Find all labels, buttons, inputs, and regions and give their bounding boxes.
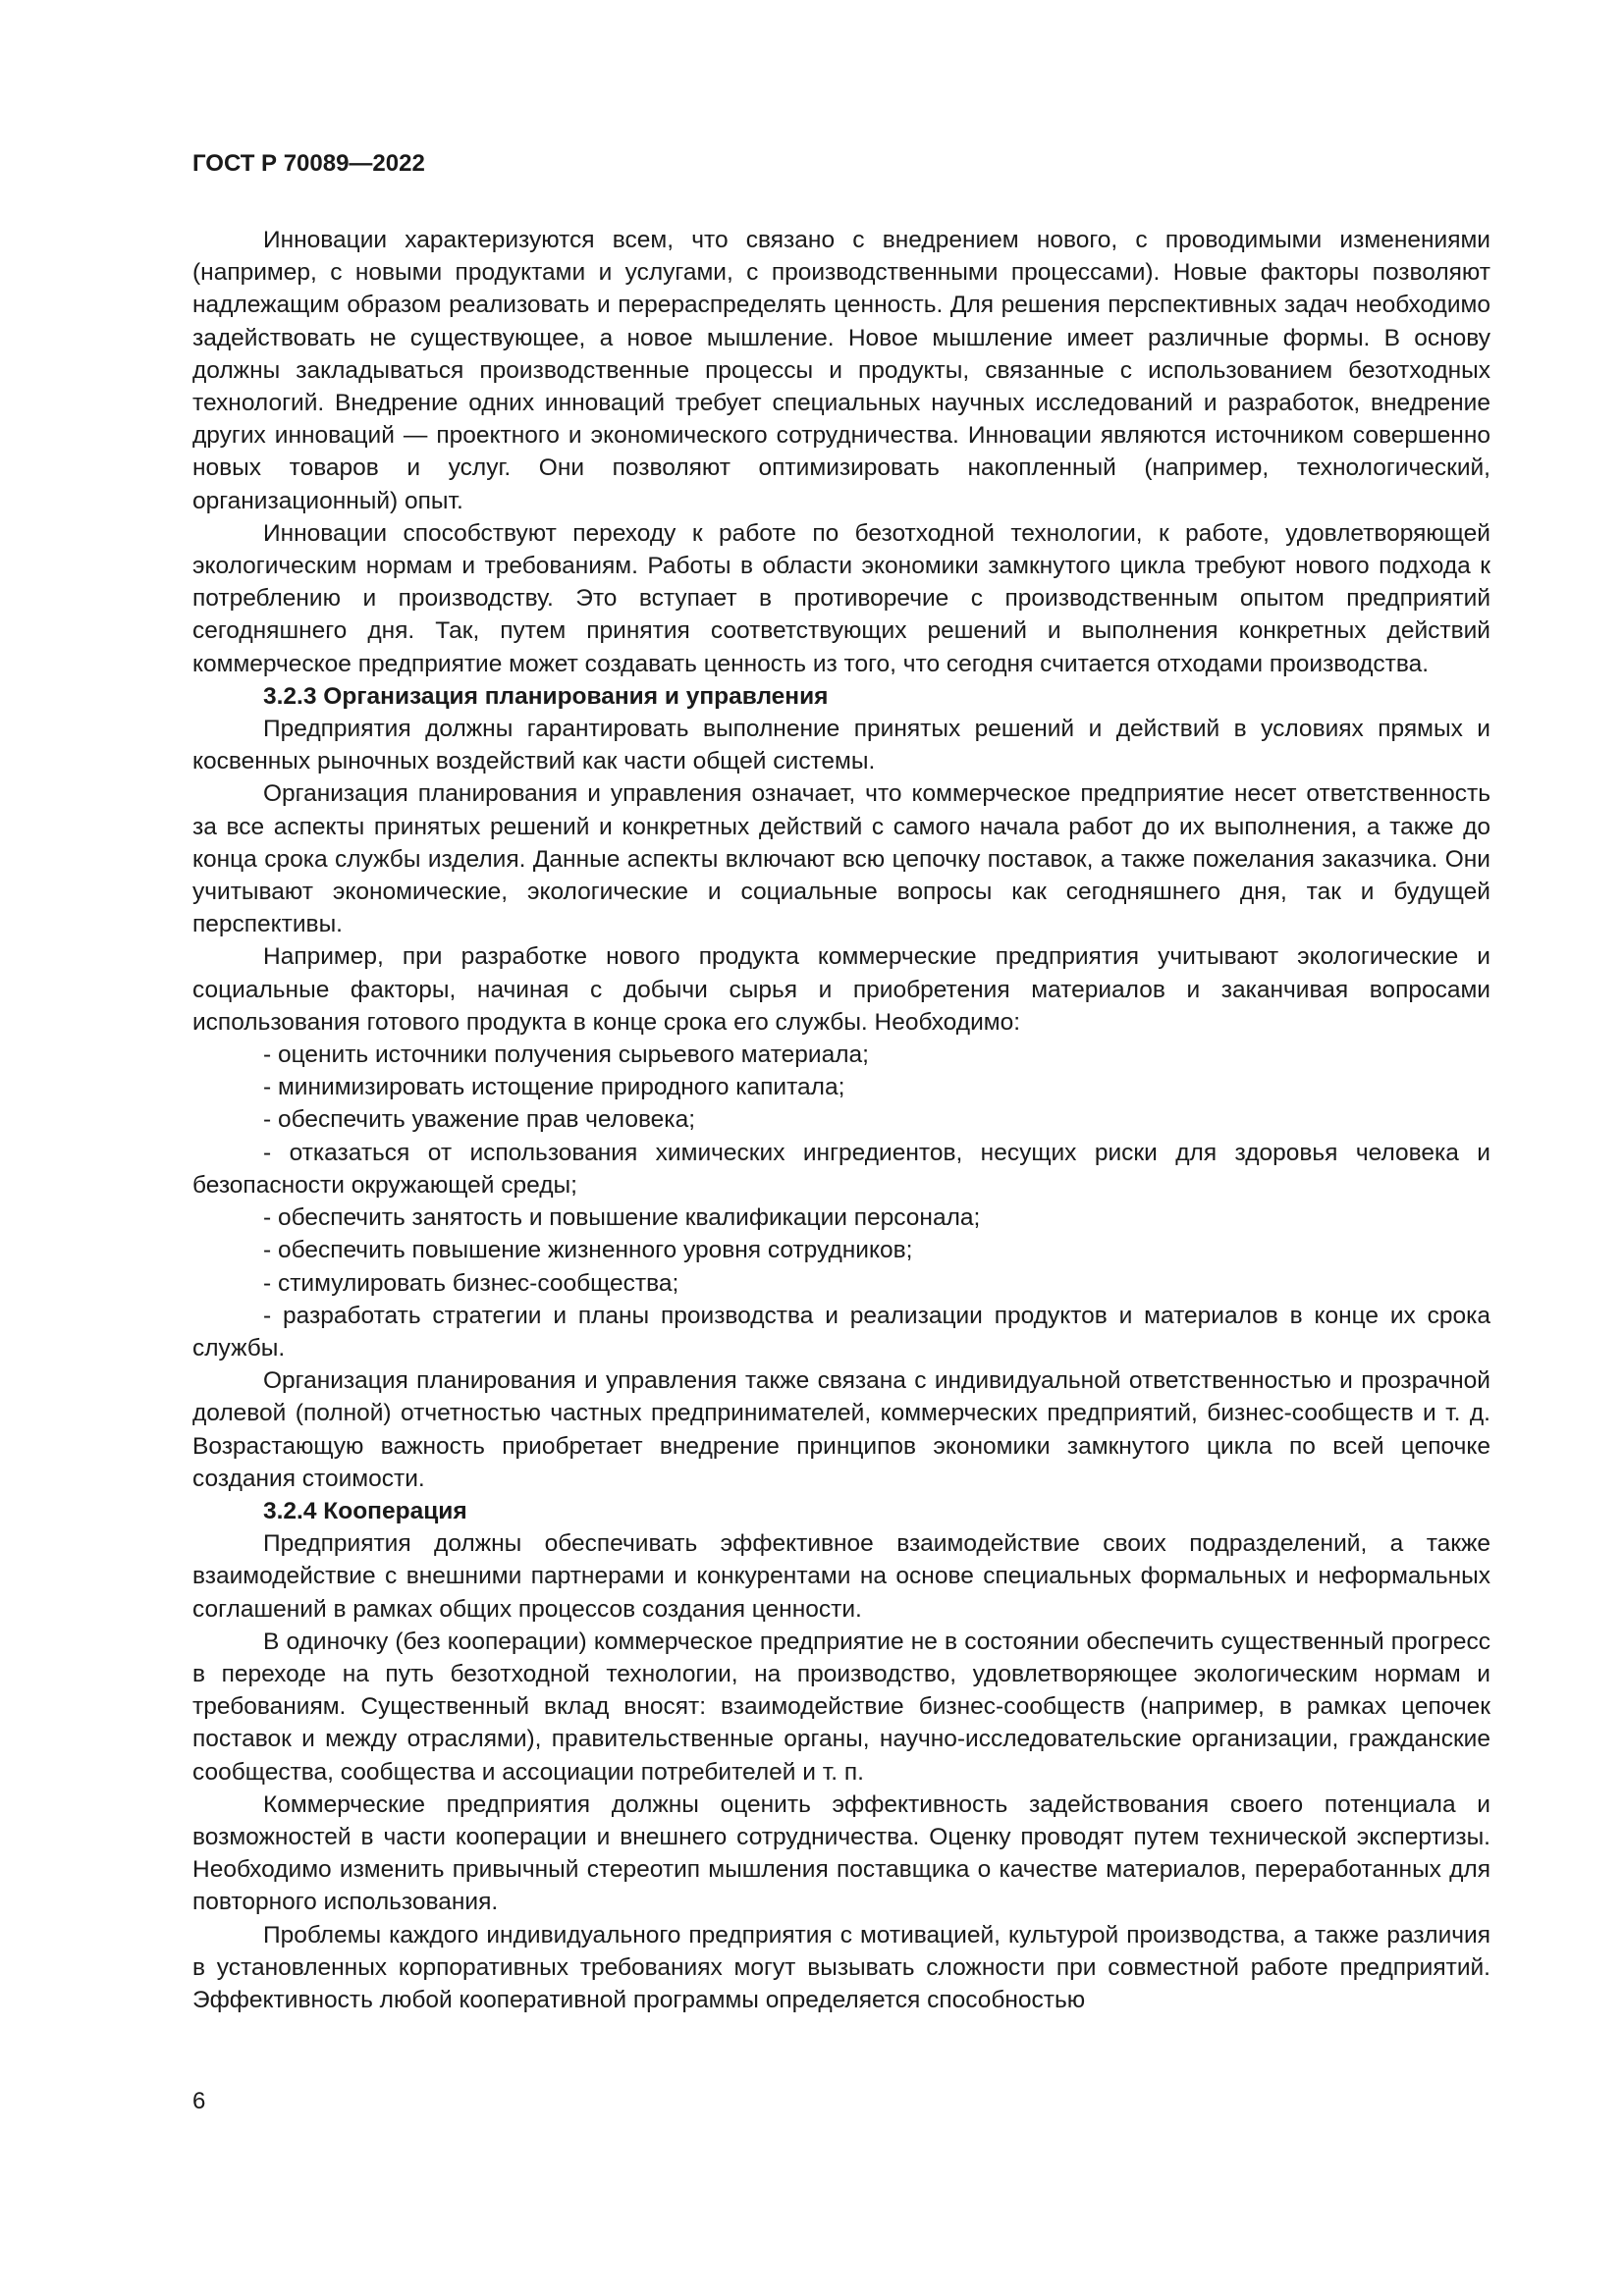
list-item: - обеспечить уважение прав человека; <box>263 1106 695 1134</box>
list-item: - разработать стратегии и планы производства и реализации продуктов и материалов в конце их срока службы. <box>192 1302 1490 1362</box>
list-item: - минимизировать истощение природного капитала; <box>263 1074 845 1101</box>
paragraph: Например, при разработке нового продукта коммерческие предприятия учитывают экологические и социальные факторы, начиная с добычи сырья и приобретения материалов и заканчивая вопросами использования готового продукта в конце срока его службы. Необходимо: <box>192 943 1490 1036</box>
document-body <box>192 224 1490 2016</box>
list-item: - обеспечить повышение жизненного уровня сотрудников; <box>263 1237 913 1264</box>
paragraph: Инновации способствуют переходу к работе по безотходной технологии, к работе, удовлетворяющей экологическим нормам и требованиям. Работы в области экономики замкнутого цикла требуют нового подхода к потреблению и производству. Это вступает в противоречие с производственным опытом предприятий сегодняшнего дня. Так, путем принятия соответствующих решений и выполнения конкретных действий коммерческое предприятие может создавать ценность из того, что сегодня считается отходами производства. <box>192 519 1490 677</box>
paragraph: Организация планирования и управления означает, что коммерческое предприятие несет ответственность за все аспекты принятых решений и конкретных действий с самого начала работ до их выполнения, а также до конца срока службы изделия. Данные аспекты включают всю цепочку поставок, а также пожелания заказчика. Они учитывают экономические, экологические и социальные вопросы как сегодняшнего дня, так и будущей перспективы. <box>192 780 1490 938</box>
section-heading: 3.2.3 Организация планирования и управления <box>263 682 829 710</box>
document-header: ГОСТ Р 70089—2022 <box>192 150 425 177</box>
page-number: 6 <box>192 2088 206 2114</box>
list-item: - стимулировать бизнес-сообщества; <box>263 1269 679 1297</box>
paragraph: Предприятия должны гарантировать выполнение принятых решений и действий в условиях прямых и косвенных рыночных воздействий как части общей системы. <box>192 716 1490 775</box>
paragraph: Коммерческие предприятия должны оценить эффективность задействования своего потенциала и возможностей в части кооперации и внешнего сотрудничества. Оценку проводят путем технической экспертизы. Необходимо изменить привычный стереотип мышления поставщика о качестве материалов, переработанных для повторного использования. <box>192 1790 1490 1916</box>
list-item: - оценить источники получения сырьевого материала; <box>263 1041 869 1069</box>
paragraph: Организация планирования и управления также связана с индивидуальной ответственностью и прозрачной долевой (полной) отчетностью частных предпринимателей, коммерческих предприятий, бизнес-сообществ и т. д. Возрастающую важность приобретает внедрение принципов экономики замкнутого цикла по всей цепочке создания стоимости. <box>192 1367 1490 1492</box>
paragraph: Инновации характеризуются всем, что связано с внедрением нового, с проводимыми изменениями (например, с новыми продуктами и услугами, с производственными процессами). Новые факторы позволяют надлежащим образом реализовать и перераспределять ценность. Для решения перспективных задач необходимо задействовать не существующее, а новое мышление. Новое мышление имеет различные формы. В основу должны закладываться производственные процессы и продукты, связанные с использованием безотходных технологий. Внедрение одних инноваций требует специальных научных исследований и разработок, внедрение других инноваций — проектного и экономического сотрудничества. Инновации являются источником совершенно новых товаров и услуг. Они позволяют оптимизировать накопленный (например, технологический, организационный) опыт. <box>192 227 1490 514</box>
paragraph: В одиночку (без кооперации) коммерческое предприятие не в состоянии обеспечить существенный прогресс в переходе на путь безотходной технологии, на производство, удовлетворяющее экологическим нормам и требованиям. Существенный вклад вносят: взаимодействие бизнес-сообществ (например, в рамках цепочек поставок и между отраслями), правительственные органы, научно-исследовательские организации, гражданские сообщества, сообщества и ассоциации потребителей и т. п. <box>192 1628 1490 1786</box>
list-item: - отказаться от использования химических ингредиентов, несущих риски для здоровья человека и безопасности окружающей среды; <box>192 1139 1490 1199</box>
paragraph: Проблемы каждого индивидуального предприятия с мотивацией, культурой производства, а также различия в установленных корпоративных требованиях могут вызывать сложности при совместной работе предприятий. Эффективность любой кооперативной программы определяется способностью <box>192 1921 1490 2013</box>
section-heading: 3.2.4 Кооперация <box>263 1497 467 1524</box>
paragraph: Предприятия должны обеспечивать эффективное взаимодействие своих подразделений, а также взаимодействие с внешними партнерами и конкурентами на основе специальных формальных и неформальных соглашений в рамках общих процессов создания ценности. <box>192 1530 1490 1623</box>
list-item: - обеспечить занятость и повышение квалификации персонала; <box>263 1204 981 1232</box>
